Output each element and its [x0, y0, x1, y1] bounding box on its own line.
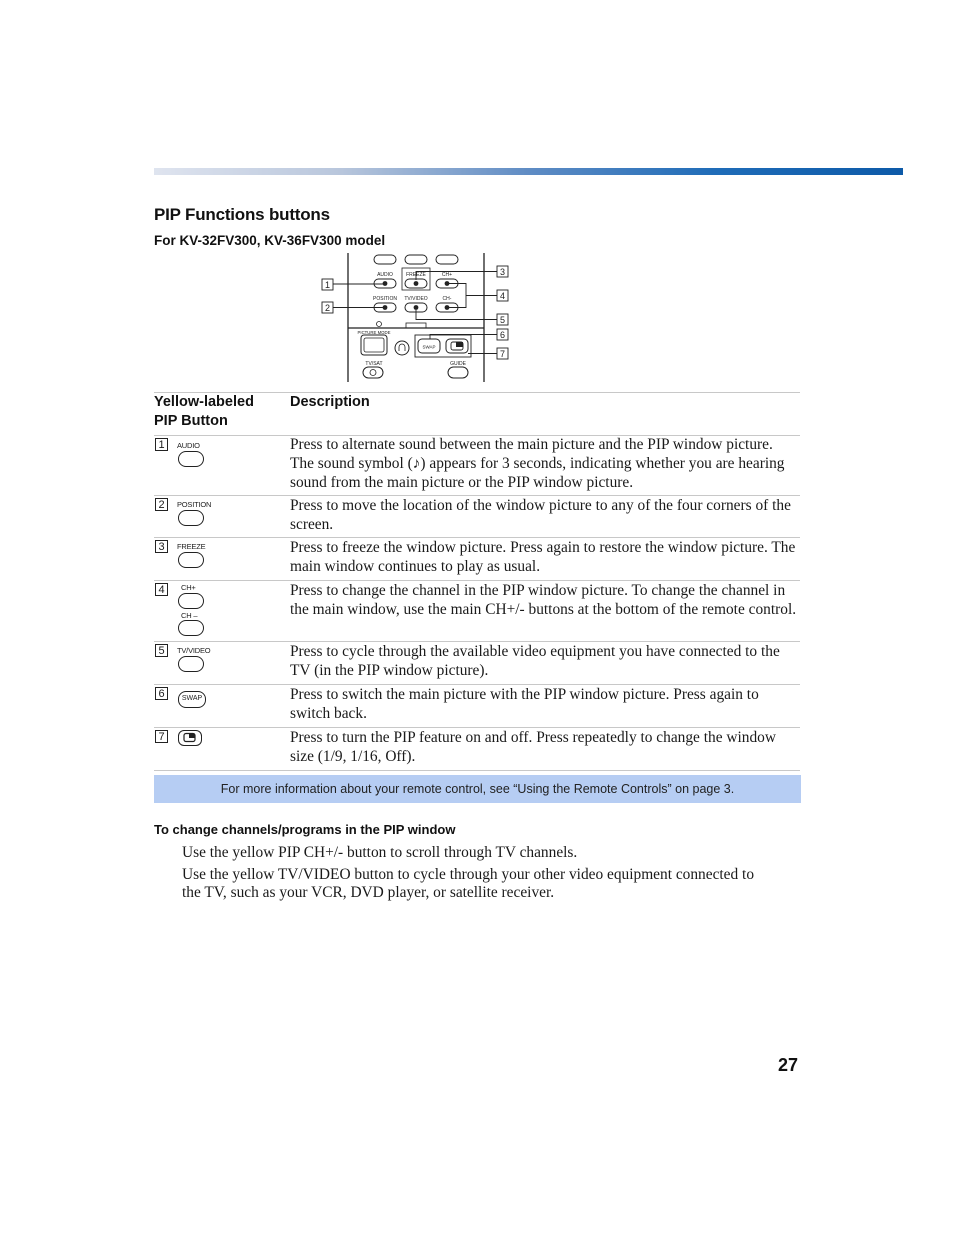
ch-plus-button-icon	[178, 593, 204, 609]
pip-buttons-table	[154, 392, 800, 771]
remote-label-ch-plus: CH+	[441, 272, 453, 278]
remote-label-freeze: FREEZE	[406, 272, 426, 278]
table-row	[154, 538, 800, 581]
row-number: 3	[155, 540, 168, 553]
pip-button-icon	[178, 730, 202, 746]
row-number: 2	[155, 498, 168, 511]
row-number: 6	[155, 687, 168, 700]
table-row	[154, 496, 800, 538]
row-description: Press to freeze the window picture. Press again to restore the window picture. The main window continues to play as usual.	[290, 539, 796, 575]
row-description: Press to turn the PIP feature on and off. Press repeatedly to change the window size (1/9, 1/16, Off).	[290, 729, 776, 765]
remote-label-tv-sat: TV/SAT	[365, 361, 383, 367]
remote-label-guide: GUIDE	[450, 361, 466, 367]
paragraph-ch: Use the yellow PIP CH+/- button to scroll through TV channels.	[182, 844, 578, 861]
header-accent-bar	[154, 168, 903, 175]
remote-label-picture-mode: PICTURE MODE	[357, 330, 391, 335]
ch-minus-button-label: CH –	[181, 611, 198, 620]
swap-button-icon: SWAP	[178, 691, 206, 708]
remote-label-swap: SWAP	[422, 344, 436, 350]
callout-1: 1	[324, 280, 331, 290]
callout-2: 2	[324, 303, 331, 313]
row-description: Press to change the channel in the PIP window picture. To change the channel in the main window, use the main CH+/- buttons at the bottom of the remote control.	[290, 582, 797, 618]
table-row	[154, 642, 800, 685]
callout-6: 6	[499, 330, 506, 340]
remote-label-tv-video: TV/VIDEO	[404, 296, 428, 302]
callout-7: 7	[499, 349, 506, 359]
callout-3: 3	[499, 267, 506, 277]
row-description: Press to alternate sound between the main picture and the PIP window picture. The sound symbol (♪) appears for 3 seconds, indicating whether you are hearing sound from the main picture or the PIP window picture.	[290, 436, 785, 491]
row-number: 4	[155, 583, 168, 596]
column-header-button: Yellow-labeled PIP Button	[154, 394, 254, 429]
remote-label-ch-minus: CH-	[442, 296, 452, 302]
model-title: For KV-32FV300, KV-36FV300 model	[154, 233, 386, 248]
ch-minus-button-icon	[178, 620, 204, 636]
table-row	[154, 581, 800, 642]
table-row	[154, 436, 800, 496]
row-description: Press to cycle through the available video equipment you have connected to the TV (in the PIP window picture).	[290, 643, 780, 679]
remote-label-position: POSITION	[373, 296, 397, 302]
tv-video-button-icon	[178, 656, 204, 672]
row-description: Press to move the location of the window picture to any of the four corners of the screen.	[290, 497, 791, 533]
row-number: 1	[155, 438, 168, 451]
subsection-title: To change channels/programs in the PIP window	[154, 822, 456, 837]
row-number: 5	[155, 644, 168, 657]
callout-5: 5	[499, 315, 506, 325]
page-number: 27	[778, 1055, 799, 1075]
table-row	[154, 685, 800, 728]
remote-control-illustration	[318, 250, 518, 385]
freeze-button-label: FREEZE	[177, 542, 206, 551]
row-description: Press to switch the main picture with the PIP window picture. Press again to switch back.	[290, 686, 759, 722]
paragraph-tv-video: Use the yellow TV/VIDEO button to cycle through your other video equipment connected to the TV, such as your VCR, DVD player, or satellite receiver.	[182, 866, 755, 901]
freeze-button-icon	[178, 552, 204, 568]
pip-window-icon	[179, 731, 200, 744]
row-number: 7	[155, 730, 168, 743]
position-button-icon	[178, 510, 204, 526]
callout-4: 4	[499, 291, 506, 301]
position-button-label: POSITION	[177, 500, 212, 509]
column-header-description: Description	[290, 394, 370, 410]
section-title: PIP Functions buttons	[154, 205, 330, 224]
info-note: For more information about your remote control, see “Using the Remote Controls” on page 3.	[154, 775, 801, 803]
remote-label-audio: AUDIO	[377, 272, 393, 278]
ch-plus-button-label: CH+	[181, 583, 196, 592]
audio-button-icon	[178, 451, 204, 467]
tv-video-button-label: TV/VIDEO	[177, 646, 211, 655]
table-header	[154, 392, 800, 436]
table-row	[154, 728, 800, 771]
audio-button-label: AUDIO	[177, 441, 200, 450]
